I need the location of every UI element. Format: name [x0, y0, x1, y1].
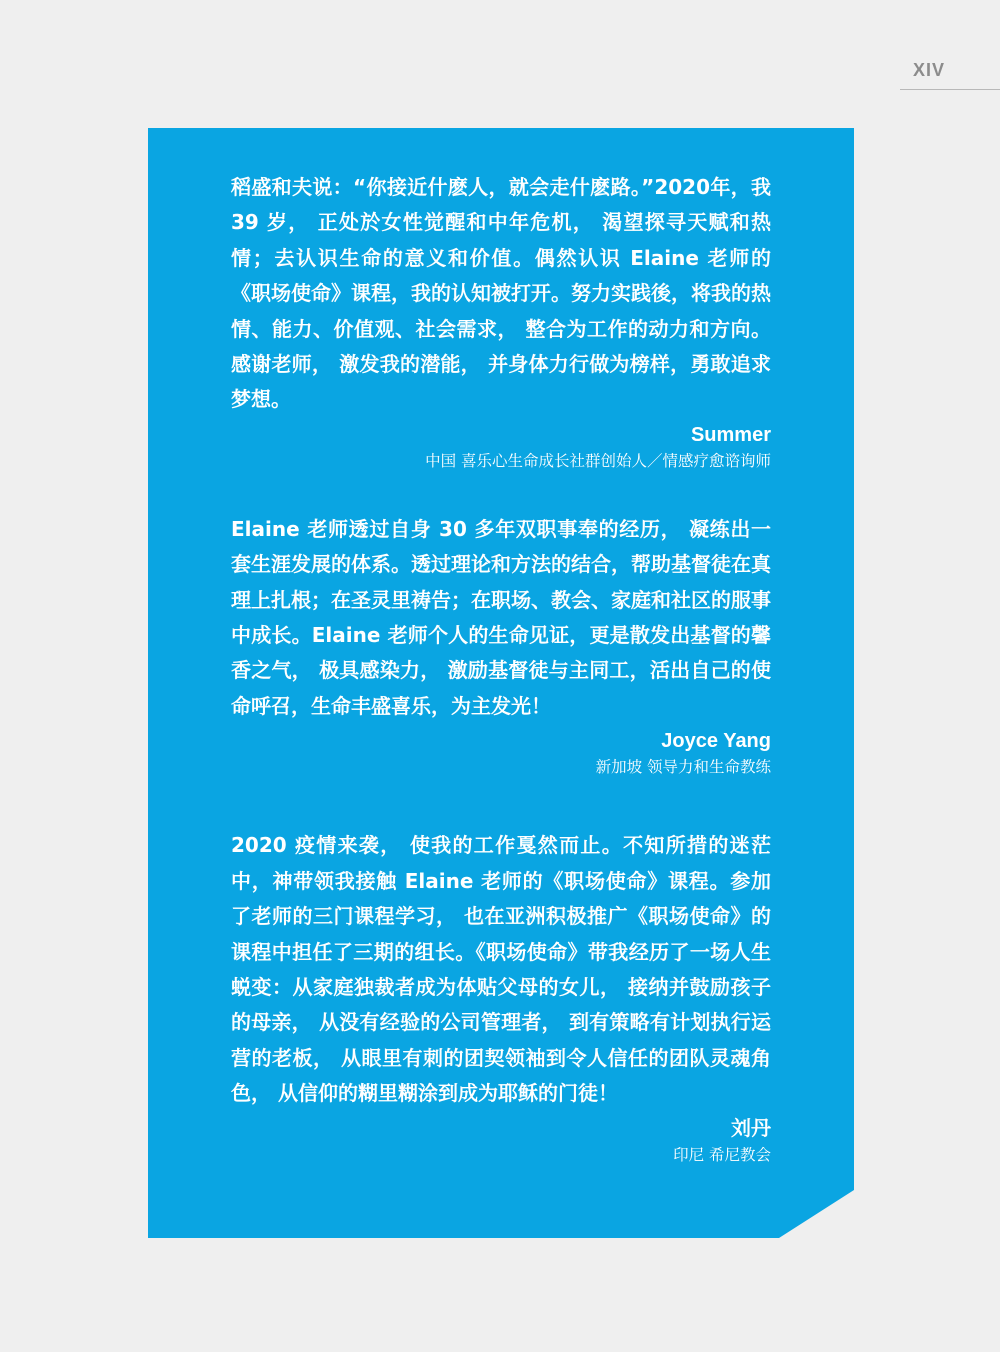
- testimonial-text: 稻盛和夫说：“你接近什麽人，就会走什麽路。”2020年，我 39 岁， 正处於女性觉醒和中年危机， 渴望探寻天赋和热情；去认识生命的意义和价值。偶然认识 Elaine 老师的《职场使命》课程，我的认知被打开。努力实践後，将我的热情、能力、价值观、社会需求， 整合为工作的动力和方向。感谢老师， 激发我的潜能， 并身体力行做为榜样，勇敢追求梦想。: [231, 175, 771, 412]
- testimonial-joyce-yang: [231, 512, 771, 778]
- testimonial-author-name: 刘丹: [731, 1117, 771, 1140]
- testimonial-summer: [231, 170, 771, 472]
- testimonial-liu-dan: [231, 828, 771, 1165]
- testimonial-author-title: 印尼 希尼教会: [673, 1145, 771, 1164]
- testimonial-text: 2020 疫情来袭， 使我的工作戛然而止。不知所措的迷茫中，神带领我接触 Elaine 老师的《职场使命》课程。参加了老师的三门课程学习， 也在亚洲积极推广《职场使命》的课程中担任了三期的组长。《职场使命》带我经历了一场人生蜕变：从家庭独裁者成为体贴父母的女儿， 接纳并鼓励孩子的母亲， 从没有经验的公司管理者， 到有策略有计划执行运营的老板， 从眼里有刺的团契领袖到令人信任的团队灵魂角色， 从信仰的糊里糊涂到成为耶稣的门徒！: [231, 833, 771, 1106]
- page-number: XIV: [913, 60, 946, 80]
- testimonials-list: [231, 170, 771, 1166]
- testimonial-author-title: 新加坡 领导力和生命教练: [595, 758, 771, 777]
- testimonial-author-name: Joyce Yang: [661, 730, 771, 753]
- testimonial-text: Elaine 老师透过自身 30 多年双职事奉的经历， 凝练出一套生涯发展的体系。透过理论和方法的结合，帮助基督徒在真理上扎根；在圣灵里祷告；在职场、教会、家庭和社区的服事中成长。Elaine 老师个人的生命见证，更是散发出基督的馨香之气， 极具感染力， 激励基督徒与主同工，活出自己的使命呼召，生命丰盛喜乐，为主发光！: [231, 516, 771, 718]
- header-divider: [900, 89, 1000, 90]
- testimonial-author-name: Summer: [690, 423, 771, 446]
- testimonial-author-title: 中国 喜乐心生命成长社群创始人／情感疗愈谘询师: [425, 451, 771, 470]
